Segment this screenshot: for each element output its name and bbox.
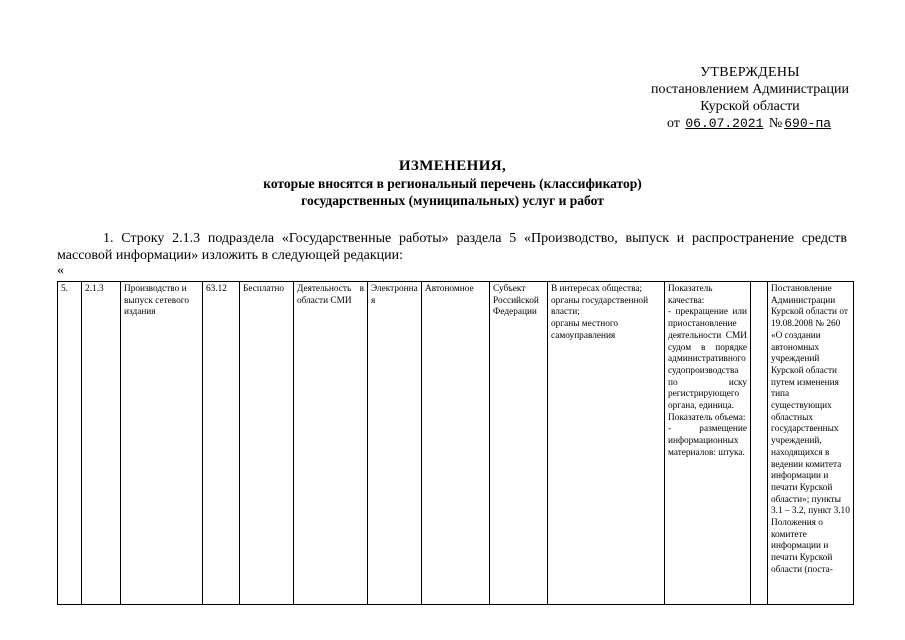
approval-heading: УТВЕРЖДЕНЫ — [700, 65, 800, 80]
cell-legal-basis: Постановление Администрации Курской области от 19.08.2008 № 260 «О создании автономных учреждений Курской области путем изменения типа существующих областных государственных учреждений, находящихся в ведении комитета информации и печати Курской области»; пункты 3.1 – 3.2, пункт 3.10 Положения о комитете информации и печати Курской области (поста- — [768, 282, 854, 605]
title-sub-2: государственных (муниципальных) услуг и работ — [301, 193, 604, 208]
open-quote: « — [57, 263, 64, 278]
number-prefix: № — [768, 116, 783, 131]
indicator-item: - размещение информационных материалов: штука. — [668, 424, 747, 458]
cell-code: 2.1.3 — [82, 282, 121, 605]
table-row — [58, 282, 854, 605]
classifier-table — [57, 281, 854, 605]
approval-date-line — [640, 115, 860, 132]
cell-okved: 63.12 — [203, 282, 240, 605]
title-main: ИЗМЕНЕНИЯ, — [398, 158, 507, 174]
consumer-item: органы государственной власти; — [551, 295, 649, 318]
consumer-item: В интересах общества; — [551, 284, 643, 294]
cell-payment: Бесплатно — [240, 282, 294, 605]
cell-indicators — [665, 282, 751, 605]
approval-number: 690-па — [784, 116, 832, 131]
cell-form: Электронная — [368, 282, 422, 605]
indicator-item: Показатель качества: — [668, 284, 713, 306]
indicator-item: - прекращение или приостановление деятельности СМИ судом в порядке административного судопроизводства по иску регистрирующего органа, единица. — [668, 307, 747, 412]
indicator-item: Показатель объема: — [668, 412, 746, 423]
cell-name: Производство и выпуск сетевого издания — [121, 282, 203, 605]
consumer-item: органы местного самоуправления — [551, 319, 619, 341]
approval-line-2: Курской области — [700, 99, 800, 114]
cell-activity: Деятельность в области СМИ — [294, 282, 368, 605]
approval-block — [640, 64, 860, 132]
document-title — [0, 158, 905, 209]
approval-line-1: постановлением Администрации — [651, 82, 849, 97]
amendment-paragraph: 1. Строку 2.1.3 подраздела «Государственные работы» раздела 5 «Производство, выпуск и распространение средств массовой информации» изложить в следующей редакции: — [57, 231, 847, 263]
cell-consumers — [548, 282, 665, 605]
approval-date: 06.07.2021 — [685, 116, 764, 131]
cell-number: 5. — [58, 282, 82, 605]
cell-institution-type: Автономное — [422, 282, 490, 605]
cell-authority: Субъект Российской Федерации — [490, 282, 548, 605]
date-prefix: от — [666, 116, 680, 131]
cell-empty — [751, 282, 768, 605]
title-sub-1: которые вносятся в региональный перечень (классификатор) — [263, 176, 642, 191]
